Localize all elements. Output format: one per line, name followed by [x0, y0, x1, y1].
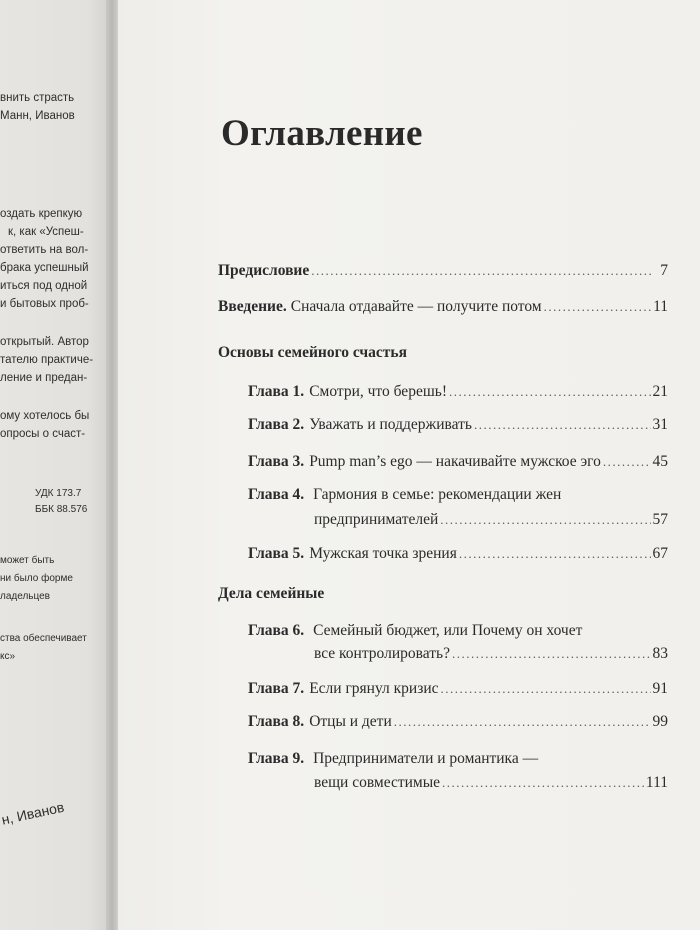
chapter-title: Если грянул кризис — [309, 680, 439, 697]
page-number: 31 — [652, 416, 668, 433]
leader-dots — [459, 543, 651, 565]
page-title: Оглавление — [221, 113, 423, 154]
page-number: 99 — [652, 713, 668, 730]
toc-entry-chapter-1 — [248, 381, 668, 403]
leader-dots — [452, 643, 651, 665]
left-page-line: опросы о счаст- — [0, 428, 86, 440]
page-number: 111 — [645, 774, 668, 791]
toc-entry-chapter-7 — [248, 678, 668, 700]
leader-dots — [474, 414, 651, 436]
left-page-bbk: ББК 88.576 — [35, 504, 88, 515]
page-number: 91 — [652, 680, 668, 697]
toc-entry-preface — [218, 260, 668, 282]
chapter-title: Предприниматели и романтика — — [313, 750, 539, 767]
toc-page — [118, 0, 700, 930]
toc-entry-label: Предисловие — [218, 262, 310, 279]
page-number: 67 — [652, 545, 668, 562]
left-page-line: кс» — [0, 651, 16, 662]
toc-entry-text: Сначала отдавайте — получите потом — [290, 298, 542, 315]
leader-dots — [394, 711, 651, 733]
left-facing-page — [0, 0, 110, 930]
toc-entry-chapter-3 — [248, 451, 668, 473]
left-page-line: открытый. Автор — [0, 336, 89, 348]
chapter-label: Глава 9. — [248, 750, 305, 767]
left-page-line: иться под одной — [0, 280, 88, 292]
chapter-label: Глава 3. — [248, 453, 305, 470]
chapter-title: Pump man’s ego — накачивайте мужское эго — [309, 453, 601, 470]
toc-entry-chapter-4 — [248, 484, 668, 531]
chapter-title: Семейный бюджет, или Почему он хочет — [313, 622, 583, 639]
chapter-title: Уважать и поддерживать — [309, 416, 472, 433]
leader-dots — [311, 260, 654, 282]
leader-dots — [603, 451, 651, 473]
chapter-title-continued: все контролировать? — [314, 645, 450, 662]
left-page-line: ладельцев — [0, 591, 50, 602]
left-page-line: внить страсть — [0, 92, 75, 104]
left-page-line: ому хотелось бы — [0, 410, 90, 422]
left-page-line: ление и предан- — [0, 372, 88, 384]
left-page-line: ни было форме — [0, 573, 73, 584]
chapter-title-continued: вещи совместимые — [314, 774, 441, 791]
left-page-line: оздать крепкую — [0, 208, 83, 220]
part-title: Дела семейные — [218, 585, 325, 602]
chapter-label: Глава 4. — [248, 486, 305, 503]
chapter-title: Отцы и дети — [309, 713, 392, 730]
page-number: 57 — [652, 511, 668, 528]
toc-entry-chapter-2 — [248, 414, 668, 436]
toc-entry-label: Введение. — [218, 298, 287, 315]
chapter-label: Глава 8. — [248, 713, 305, 730]
chapter-label: Глава 7. — [248, 680, 305, 697]
toc-entry-chapter-8 — [248, 711, 668, 733]
left-page-line: Манн, Иванов — [0, 110, 75, 122]
left-page-publisher: н, Иванов — [0, 798, 66, 828]
left-page-line: может быть — [0, 555, 55, 566]
leader-dots — [440, 509, 650, 531]
left-page-line: ответить на вол- — [0, 244, 89, 256]
left-page-line: тателю практиче- — [0, 354, 94, 366]
chapter-title: Мужская точка зрения — [309, 545, 457, 562]
chapter-label: Глава 5. — [248, 545, 305, 562]
page-number: 45 — [652, 453, 668, 470]
page-number: 21 — [652, 383, 668, 400]
leader-dots — [544, 296, 651, 318]
left-page-line: брака успешный — [0, 262, 89, 274]
chapter-label: Глава 2. — [248, 416, 305, 433]
page-number: 7 — [660, 262, 668, 279]
chapter-title: Гармония в семье: рекомендации жен — [313, 486, 562, 503]
page-number: 11 — [653, 298, 668, 315]
left-page-line: и бытовых проб- — [0, 298, 89, 310]
part-title: Основы семейного счастья — [218, 344, 407, 361]
toc-entry-chapter-6 — [248, 620, 668, 665]
chapter-label: Глава 1. — [248, 383, 305, 400]
leader-dots — [441, 678, 651, 700]
chapter-title-continued: предпринимателей — [314, 511, 439, 528]
left-page-line: к, как «Успеш- — [8, 226, 84, 238]
chapter-label: Глава 6. — [248, 622, 305, 639]
chapter-title: Смотри, что берешь! — [309, 383, 447, 400]
left-page-line: ства обеспечивает — [0, 633, 87, 644]
left-page-udk: УДК 173.7 — [35, 488, 82, 499]
leader-dots — [449, 381, 651, 403]
toc-entry-chapter-9 — [248, 748, 668, 794]
page-number: 83 — [652, 645, 668, 662]
toc-entry-chapter-5 — [248, 543, 668, 565]
leader-dots — [442, 772, 644, 794]
toc-entry-intro — [218, 296, 668, 318]
